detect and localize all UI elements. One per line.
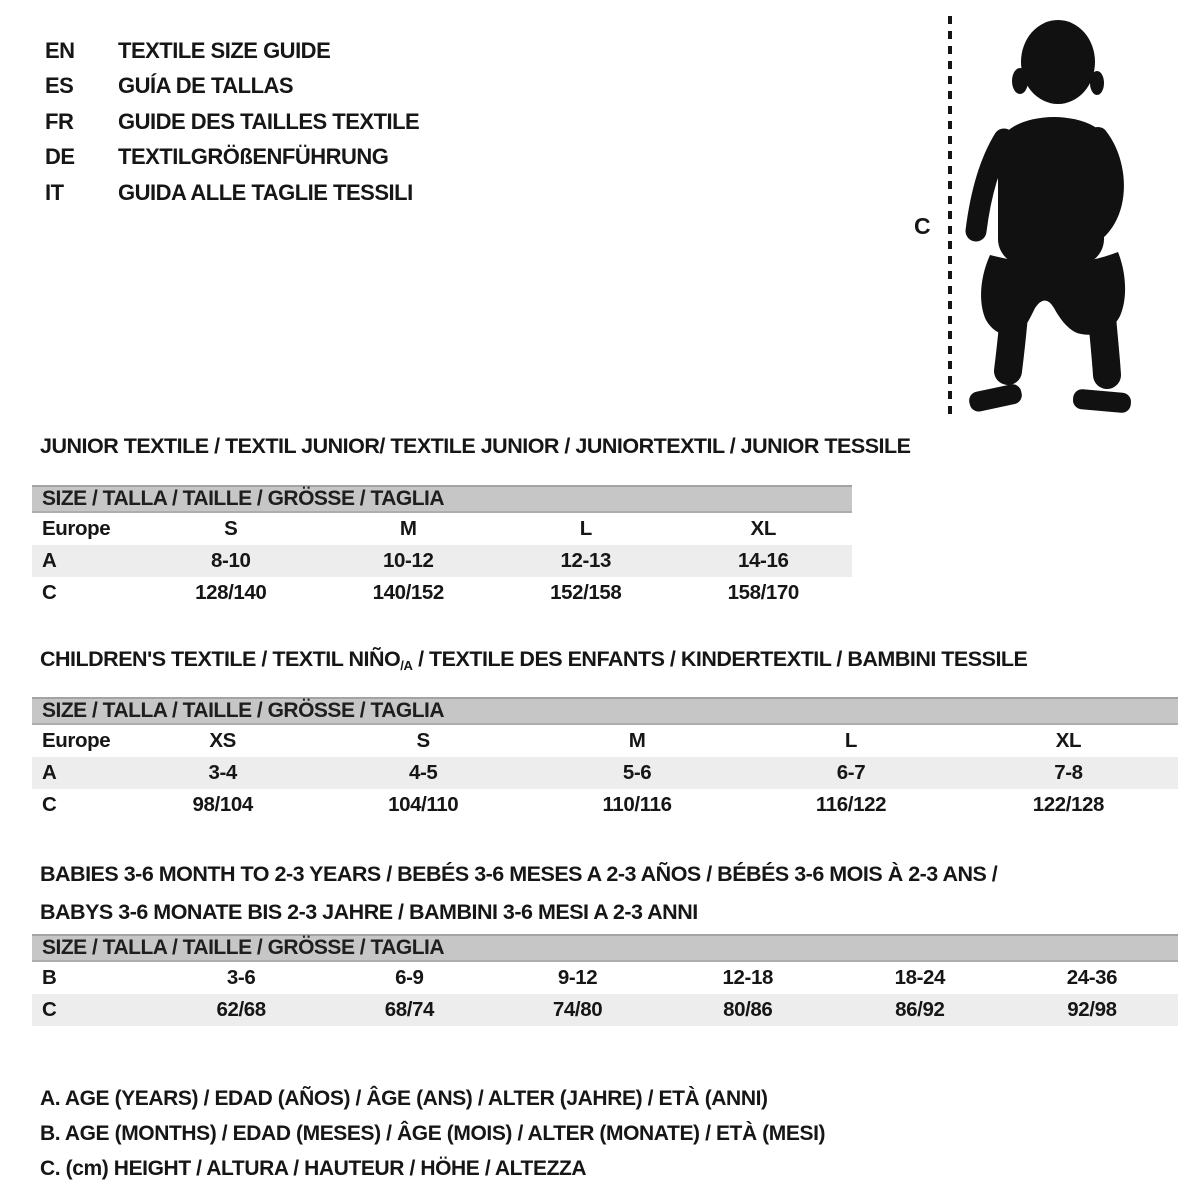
- table-header-label: SIZE / TALLA / TAILLE / GRÖSSE / TAGLIA: [42, 936, 445, 959]
- row-label-cell: C: [42, 581, 57, 604]
- size-value-cell: M: [399, 517, 417, 540]
- size-value-cell: S: [416, 729, 430, 752]
- size-value-cell: 104/110: [388, 793, 459, 816]
- size-value-cell: XL: [750, 517, 776, 540]
- language-code: FR: [45, 108, 74, 134]
- size-value-cell: 8-10: [211, 549, 251, 572]
- table-row: [32, 757, 1178, 789]
- size-value-cell: 24-36: [1066, 966, 1118, 989]
- language-row: [45, 33, 419, 69]
- size-table: [32, 513, 852, 609]
- size-value-cell: 110/116: [602, 793, 672, 816]
- section-title-line: CHILDREN'S TEXTILE / TEXTIL $NIÑO_{/A}$ / TEXTILE DES ENFANTS / KINDERTEXTIL / BAMBINI TESSILE: [40, 647, 1028, 673]
- table-row: [32, 545, 852, 577]
- size-value-cell: XL: [1055, 729, 1082, 752]
- row-label-cell: B: [42, 966, 57, 989]
- language-code: EN: [45, 37, 75, 63]
- size-value-cell: 152/158: [550, 581, 622, 604]
- measurement-legend: [40, 1081, 1200, 1186]
- language-title-list: [45, 33, 419, 211]
- legend-line: C. (cm) HEIGHT / ALTURA / HAUTEUR / HÖHE / ALTEZZA: [40, 1157, 587, 1180]
- size-value-cell: 128/140: [195, 581, 267, 604]
- language-code: ES: [45, 73, 74, 99]
- size-table-wrap: [32, 934, 1178, 1026]
- table-header-label: SIZE / TALLA / TAILLE / GRÖSSE / TAGLIA: [42, 487, 445, 510]
- size-value-cell: L: [579, 517, 592, 540]
- size-value-cell: 158/170: [727, 581, 799, 604]
- section-title: [40, 862, 1200, 924]
- size-value-cell: 5-6: [622, 761, 652, 784]
- table-row: [32, 962, 1178, 994]
- table-header-label: SIZE / TALLA / TAILLE / GRÖSSE / TAGLIA: [42, 699, 445, 722]
- size-value-cell: 122/128: [1032, 793, 1105, 816]
- size-value-cell: S: [224, 517, 238, 540]
- height-measure-figure: [900, 10, 1145, 425]
- size-value-cell: M: [628, 729, 646, 752]
- size-value-cell: 6-7: [836, 761, 866, 784]
- language-code: IT: [45, 179, 64, 205]
- size-value-cell: 3-4: [208, 761, 237, 784]
- size-value-cell: 14-16: [738, 549, 789, 572]
- table-header-bar: [32, 485, 852, 513]
- guide-title: TEXTILGRÖßENFÜHRUNG: [118, 144, 389, 170]
- legend-line: A. AGE (YEARS) / EDAD (AÑOS) / ÂGE (ANS) / ALTER (JAHRE) / ETÀ (ANNI): [40, 1087, 768, 1110]
- language-row: [45, 140, 419, 176]
- size-section: [0, 647, 1200, 821]
- language-row: [45, 104, 419, 140]
- guide-title: GUIDA ALLE TAGLIE TESSILI: [118, 179, 413, 205]
- size-value-cell: 116/122: [815, 793, 887, 816]
- guide-title: TEXTILE SIZE GUIDE: [118, 37, 331, 63]
- table-row: [32, 513, 852, 545]
- row-label-cell: C: [42, 793, 57, 816]
- row-label-cell: Europe: [42, 729, 111, 752]
- row-label-cell: A: [42, 549, 57, 572]
- size-value-cell: 10-12: [383, 549, 434, 572]
- row-label-cell: C: [42, 998, 57, 1021]
- size-value-cell: 98/104: [192, 793, 253, 816]
- size-value-cell: 6-9: [395, 966, 424, 989]
- size-table-wrap: [32, 697, 1178, 821]
- size-value-cell: 12-13: [560, 549, 611, 572]
- size-value-cell: 74/80: [552, 998, 603, 1021]
- size-value-cell: 7-8: [1054, 761, 1083, 784]
- guide-title: GUIDE DES TAILLES TEXTILE: [118, 108, 420, 134]
- size-value-cell: 3-6: [226, 966, 256, 989]
- measure-label-c: C: [914, 213, 931, 239]
- toddler-silhouette-icon: [962, 15, 1132, 420]
- guide-title: GUÍA DE TALLAS: [118, 73, 294, 99]
- table-header-bar: [32, 934, 1178, 962]
- size-value-cell: 86/92: [895, 998, 945, 1021]
- section-title-line: BABIES 3-6 MONTH TO 2-3 YEARS / BEBÉS 3-6 MESES A 2-3 AÑOS / BÉBÉS 3-6 MOIS À 2-3 ANS /: [40, 862, 998, 886]
- table-row: [32, 577, 852, 609]
- size-sections: [0, 434, 1200, 1026]
- language-row: [45, 175, 419, 211]
- legend-line: B. AGE (MONTHS) / EDAD (MESES) / ÂGE (MOIS) / ALTER (MONATE) / ETÀ (MESI): [40, 1122, 826, 1145]
- table-row: [32, 994, 1178, 1026]
- section-title: [40, 647, 1200, 671]
- language-code: DE: [45, 144, 75, 170]
- size-value-cell: XS: [209, 729, 236, 752]
- row-label-cell: A: [42, 761, 57, 784]
- table-header-bar: [32, 697, 1178, 725]
- section-title-line: BABYS 3-6 MONATE BIS 2-3 JAHRE / BAMBINI 3-6 MESI A 2-3 ANNI: [40, 900, 698, 924]
- section-title: [40, 434, 1200, 458]
- size-section: [0, 434, 1200, 609]
- size-value-cell: 18-24: [894, 966, 946, 989]
- size-table: [32, 962, 1178, 1026]
- height-dashed-line: [948, 16, 952, 418]
- language-row: [45, 69, 419, 105]
- size-value-cell: 62/68: [216, 998, 266, 1021]
- size-value-cell: L: [844, 729, 858, 752]
- row-label-cell: Europe: [42, 517, 111, 540]
- size-value-cell: 140/152: [372, 581, 444, 604]
- size-value-cell: 4-5: [408, 761, 438, 784]
- table-row: [32, 725, 1178, 757]
- size-value-cell: 68/74: [384, 998, 434, 1021]
- size-value-cell: 12-18: [722, 966, 773, 989]
- size-section: [0, 862, 1200, 1026]
- size-value-cell: 92/98: [1067, 998, 1117, 1021]
- size-value-cell: 9-12: [557, 966, 598, 989]
- size-table-wrap: [32, 485, 852, 609]
- section-title-line: JUNIOR TEXTILE / TEXTIL JUNIOR/ TEXTILE JUNIOR / JUNIORTEXTIL / JUNIOR TESSILE: [40, 434, 911, 458]
- size-value-cell: 80/86: [723, 998, 773, 1021]
- size-table: [32, 725, 1178, 821]
- table-row: [32, 789, 1178, 821]
